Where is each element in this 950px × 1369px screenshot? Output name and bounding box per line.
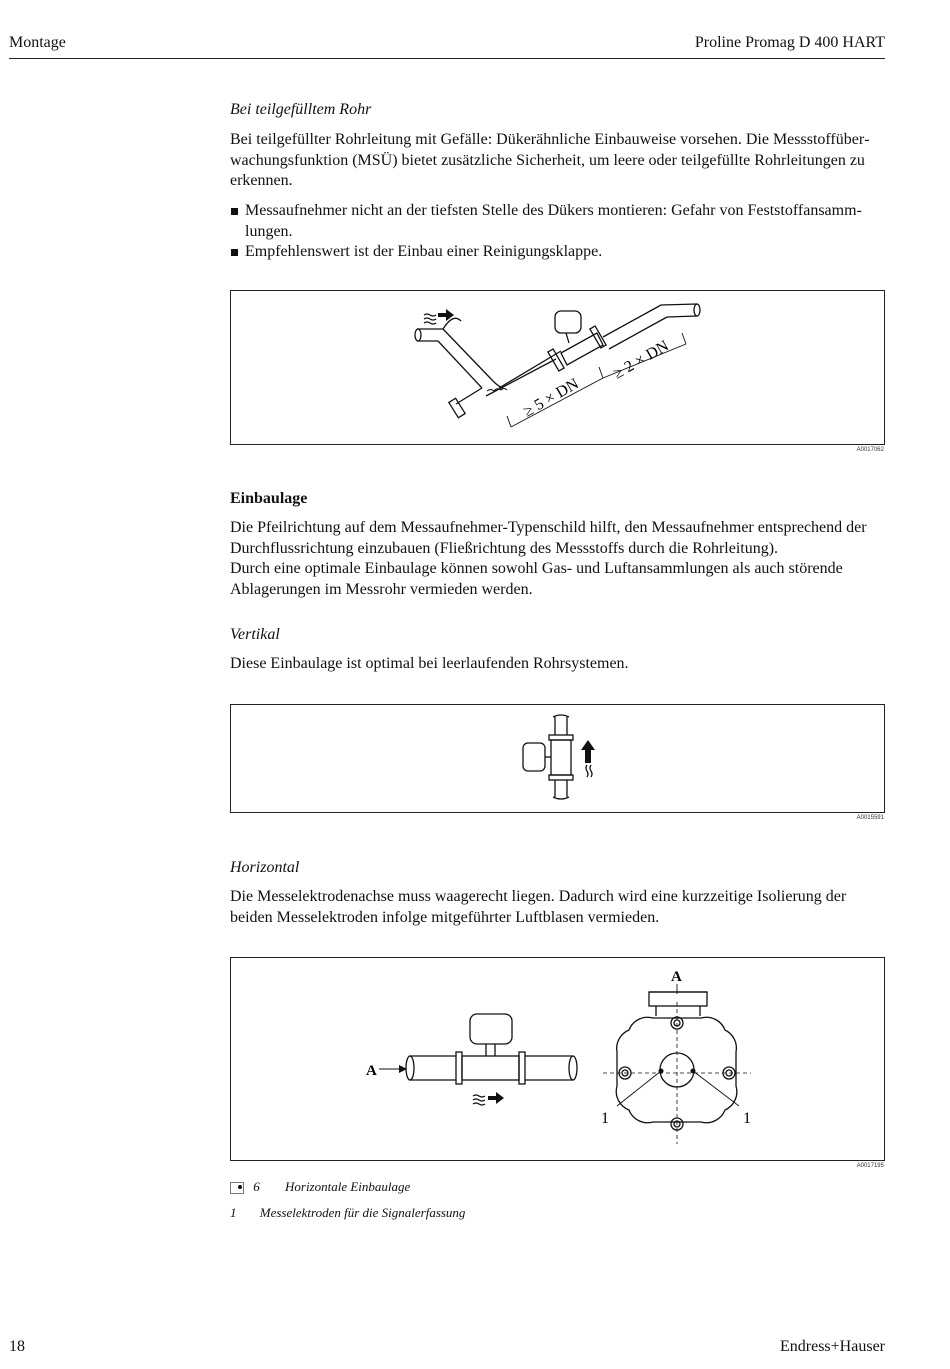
figure-id-siphon: A0017062: [856, 447, 884, 453]
heading-orientation: Einbaulage: [230, 490, 308, 507]
figure-number: 6: [253, 1179, 260, 1194]
figure-id-horizontal: A0017195: [856, 1163, 884, 1169]
vertical-diagram: [231, 705, 884, 812]
paragraph-orientation-direction: Die Pfeilrichtung auf dem Messaufnehmer-Typenschild hilft, den Messaufnehmer entsprechend der Durchflussrichtung einzubauen (Fließrichtung des Messstoffs durch die Rohrleitung).: [230, 519, 867, 557]
figure-icon: [230, 1182, 244, 1194]
figure-caption: [230, 1179, 410, 1195]
electrode-right-icon: [691, 1069, 696, 1074]
heading-partially-filled: Bei teilgefülltem Rohr: [230, 101, 372, 118]
figure-id-vertical: A0015591: [856, 815, 884, 821]
figure-legend: [230, 1205, 465, 1221]
legend-text: Messelektroden für die Signalerfassung: [259, 1205, 466, 1220]
bullet-list-partially-filled: [230, 201, 885, 263]
paragraph-horizontal: Die Messelektrodenachse muss waagerecht liegen. Dadurch wird eine kurzzeitige Isolierung der beiden Messelektroden infolge mitgeführter Luftblasen vermieden.: [230, 888, 847, 926]
header-product-name: Proline Promag D 400 HART: [694, 34, 885, 51]
header-section-title: Montage: [9, 34, 66, 51]
flow-wave-icon: [586, 765, 588, 777]
figure-title: Horizontale Einbaulage: [285, 1179, 411, 1194]
flow-wave-icon: [424, 314, 436, 316]
legend-key: 1: [230, 1205, 237, 1220]
figure-horizontal-installation: [230, 957, 885, 1161]
heading-vertical: Vertikal: [230, 626, 280, 643]
label-a-side: A: [366, 1063, 377, 1079]
label-electrode-left: 1: [601, 1110, 609, 1127]
label-electrode-right: 1: [743, 1110, 751, 1127]
horizontal-diagram: [231, 958, 884, 1160]
label-a-top: A: [671, 969, 682, 985]
label-downstream-distance: ≥ 2 × DN: [610, 337, 672, 383]
siphon-diagram: [231, 291, 884, 444]
electrode-left-icon: [659, 1069, 664, 1074]
label-upstream-distance: ≥ 5 × DN: [520, 375, 582, 421]
page-number: 18: [9, 1338, 25, 1355]
list-item: Empfehlenswert ist der Einbau einer Reinigungsklappe.: [230, 242, 885, 263]
heading-horizontal: Horizontal: [230, 859, 300, 876]
flow-arrow-icon: [488, 1092, 504, 1104]
flow-wave-icon: [473, 1095, 485, 1097]
footer-brand: Endress+Hauser: [780, 1338, 885, 1355]
paragraph-orientation-deposits: Durch eine optimale Einbaulage können sowohl Gas- und Luftansammlungen als auch störende Ablagerungen im Messrohr vermieden werden.: [230, 560, 843, 598]
paragraph-vertical: Diese Einbaulage ist optimal bei leerlaufenden Rohrsystemen.: [230, 655, 629, 672]
figure-siphon-installation: [230, 290, 885, 445]
figure-vertical-installation: [230, 704, 885, 813]
flow-arrow-up-icon: [581, 740, 595, 763]
paragraph-partially-filled: Bei teilgefüllter Rohrleitung mit Gefälle: Dükerähnliche Einbauweise vorsehen. Die Messstoffüberwachungsfunktion (MSÜ) bietet zusätzliche Sicherheit, um leere oder teilgefüllte Rohrleitungen zu erkennen.: [230, 131, 870, 189]
list-item: Messaufnehmer nicht an der tiefsten Stelle des Dükers montieren: Gefahr von Feststoffansammlungen.: [230, 201, 885, 242]
header-rule: [9, 58, 885, 59]
